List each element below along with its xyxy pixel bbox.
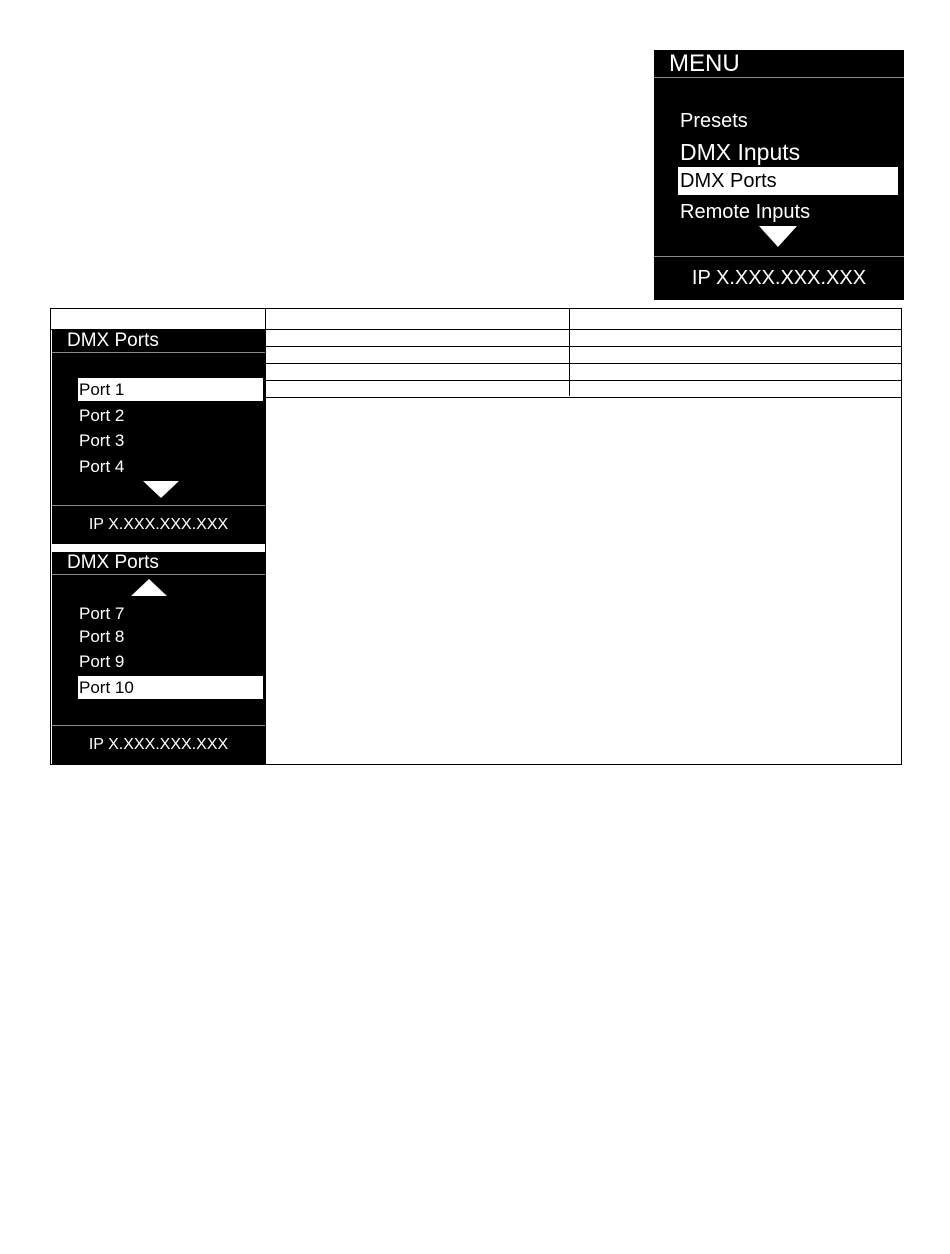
table-row-divider [265, 346, 901, 347]
table-column-divider [569, 309, 570, 396]
port-item[interactable]: Port 4 [79, 457, 125, 476]
menu-item-dmx-ports[interactable]: DMX Ports [678, 167, 898, 195]
table-row-divider [265, 380, 901, 381]
table-column-divider [265, 309, 266, 764]
port-item[interactable]: Port 8 [79, 627, 125, 646]
port-item[interactable]: Port 3 [79, 431, 125, 450]
menu-screen [654, 50, 904, 300]
ports-table [50, 308, 902, 765]
ports-title: DMX Ports [67, 330, 159, 351]
menu-item-presets[interactable]: Presets [680, 110, 748, 132]
scroll-down-arrow-icon[interactable] [143, 481, 179, 498]
ports-title: DMX Ports [67, 552, 159, 573]
table-row-divider [265, 397, 901, 398]
dmx-ports-screen-bottom [52, 552, 265, 764]
menu-ip-footer: IP X.XXX.XXX.XXX [654, 256, 904, 300]
menu-item-dmx-inputs[interactable]: DMX Inputs [680, 139, 801, 165]
menu-title-bar [654, 50, 904, 78]
port-item[interactable]: Port 1 [78, 378, 263, 401]
port-item[interactable]: Port 10 [78, 676, 263, 699]
port-item[interactable]: Port 2 [79, 406, 125, 425]
menu-title: MENU [669, 50, 740, 77]
table-row-divider [265, 363, 901, 364]
dmx-ports-screen-top [52, 330, 265, 544]
port-item[interactable]: Port 7 [79, 604, 125, 623]
ports-ip-footer: IP X.XXX.XXX.XXX [52, 725, 265, 764]
ports-ip-footer: IP X.XXX.XXX.XXX [52, 505, 265, 544]
ports-title-bar [52, 330, 265, 353]
port-item[interactable]: Port 9 [79, 652, 125, 671]
scroll-up-arrow-icon[interactable] [131, 579, 167, 596]
ports-title-bar [52, 552, 265, 575]
menu-item-remote-inputs[interactable]: Remote Inputs [680, 201, 811, 223]
scroll-down-arrow-icon[interactable] [759, 226, 797, 247]
